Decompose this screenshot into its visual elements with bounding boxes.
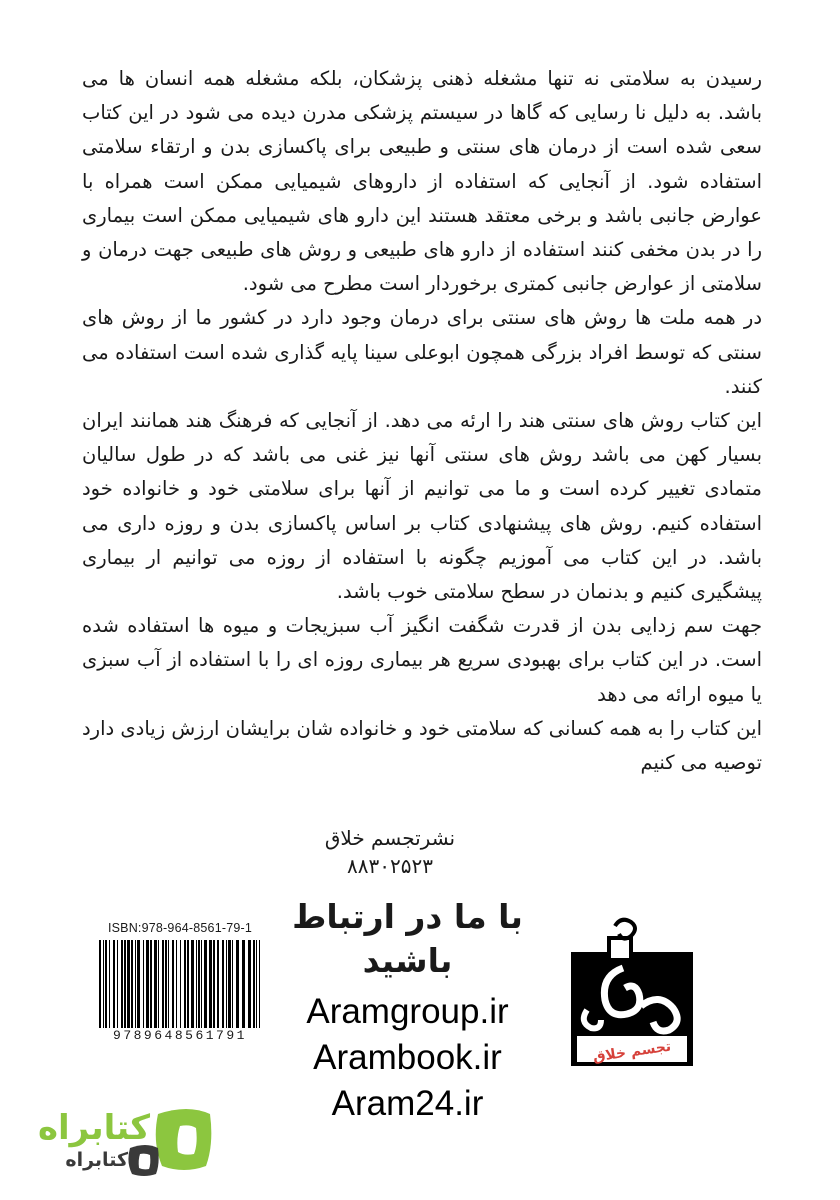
ketabrah-brand-small: کتابراه bbox=[65, 1149, 128, 1171]
publisher-phone: ۸۸۳۰۲۵۲۳ bbox=[347, 854, 433, 878]
website-link[interactable]: Arambook.ir bbox=[313, 1038, 502, 1077]
ketabrah-brand-large: کتابراه bbox=[37, 1108, 150, 1148]
barcode-icon bbox=[95, 940, 265, 1028]
blurb-paragraph: رسیدن به سلامتی نه تنها مشغله ذهنی پزشکان، بلکه مشغله همه انسان ها می باشد. به دلیل نا رسایی که گاها در سیستم پزشکی مدرن دیده می شود در این کتاب سعی شده است از درمان های سنتی و طبیعی برای پاکسازی بدن و ارتقاء سلامتی استفاده شود. از آنجایی که استفاده از داروهای شیمیایی ممکن است همراه با عوارض جانبی باشد و برخی معتقد هستند این دارو های شیمیایی ممکن است بیماری را در بدن مخفی کنند استفاده از دارو های طبیعی و روش های طبیعی جهت درمان و سلامتی از عوارض جانبی کمتری برخوردار است مطرح می شود. bbox=[82, 67, 762, 296]
contact-heading: با ما در ارتباط باشید bbox=[292, 897, 523, 980]
blurb-paragraph: در همه ملت ها روش های سنتی برای درمان وجود دارد در کشور ما از روش های سنتی که توسط افراد بزرگی همچون ابوعلی سینا پایه گذاری شده است استفاده می کنند. bbox=[82, 306, 762, 398]
website-link[interactable]: Aramgroup.ir bbox=[306, 992, 509, 1031]
back-cover-blurb bbox=[82, 62, 762, 780]
blurb-paragraph: این کتاب روش های سنتی هند را ارئه می دهد. از آنجایی که فرهنگ هند همانند ایران بسیار کهن می باشد روش های سنتی آنها نیز غنی می باشد که در طول سالیان متمادی تغییر کرده است و ما می توانیم از آنها برای سلامتی خود و خانواده خود استفاده کنیم. روش های پیشنهادی کتاب بر اساس پاکسازی بدن و روزه داری می باشد. در این کتاب می آموزیم چگونه با استفاده از روزه می توانیم ار بیماری پیشگیری کنیم و بدنمان در سطح سلامتی خوب باشد. bbox=[82, 409, 762, 604]
isbn-barcode bbox=[95, 920, 265, 1048]
website-link[interactable]: Aram24.ir bbox=[331, 1084, 484, 1123]
publisher-logo-text: تجسم خلاق bbox=[591, 1038, 673, 1066]
blurb-paragraph: جهت سم زدایی بدن از قدرت شگفت انگیز آب سبزیجات و میوه ها استفاده شده است. در این کتاب برای بهبودی سریع هر بیماری روزه ای را با استفاده از آب سبزی یا میوه ارائه می دهد bbox=[82, 614, 762, 706]
publisher-logo bbox=[571, 910, 693, 1066]
isbn-label: ISBN:978-964-8561-79-1 bbox=[107, 921, 253, 935]
ketabrah-watermark bbox=[30, 1090, 220, 1190]
publisher-name: نشرتجسم خلاق bbox=[324, 826, 456, 850]
contact-block bbox=[285, 895, 530, 1127]
blurb-paragraph: این کتاب را به همه کسانی که سلامتی خود و خانواده شان برایشان ارزش زیادی دارد توصیه می کنیم bbox=[82, 716, 762, 775]
publisher-info bbox=[300, 824, 480, 880]
barcode-digits: 9789648561791 bbox=[113, 1028, 247, 1043]
